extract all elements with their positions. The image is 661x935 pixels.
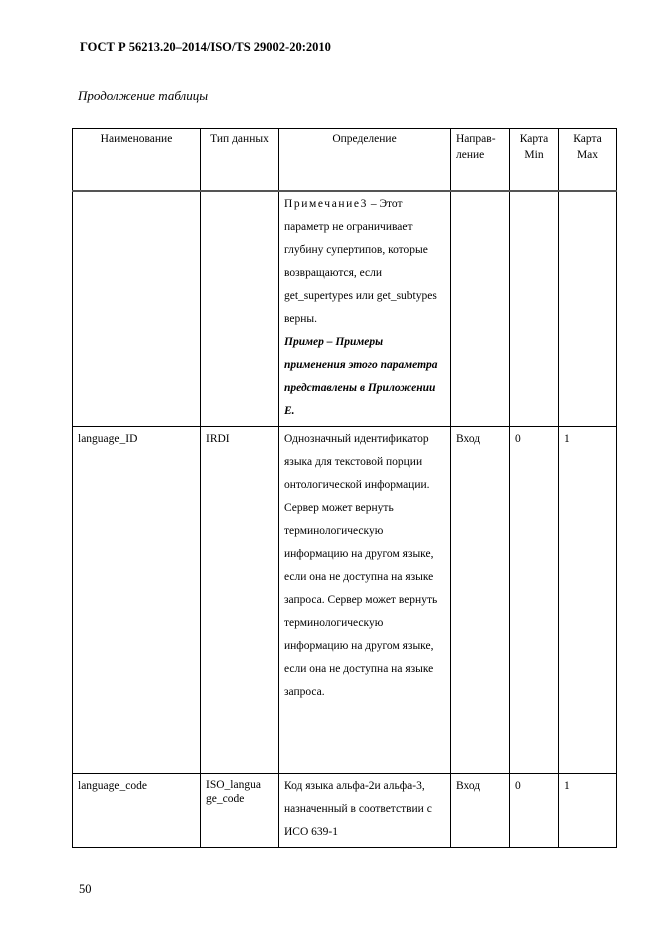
table-row [73,191,617,427]
cell-definition: Код языка альфа-2и альфа-3, назначенный в соответствии с ИСО 639-1 [279,774,451,848]
cell-type: ISO_langua ge_code [201,774,279,848]
cell-direction [451,191,510,427]
column-header-card-max: Карта Max [559,129,617,192]
cell-name [73,191,201,427]
cell-card-min [510,191,559,427]
parameter-table [72,128,617,848]
cell-name: language_code [73,774,201,848]
column-header-name: Наименование [73,129,201,192]
table-row [73,427,617,774]
cell-card-max: 1 [559,427,617,774]
cell-type [201,191,279,427]
column-header-direction: Направ-ление [451,129,510,192]
cell-type: IRDI [201,427,279,774]
cell-definition [279,191,451,427]
table-row [73,774,617,848]
cell-card-min: 0 [510,427,559,774]
example-text: Пример – Примеры применения этого параметра представлены в Приложении Е. [284,336,438,417]
cell-card-max: 1 [559,774,617,848]
note-text: – Этот параметр не ограничивает глубину супертипов, которые возвращаются, если get_supertypes или get_subtypes верны. [284,198,437,325]
table-header-row [73,129,617,192]
document-header: ГОСТ Р 56213.20–2014/ISO/TS 29002-20:2010 [80,40,331,54]
note-label: Примечание3 [284,198,368,210]
column-header-type: Тип данных [201,129,279,192]
cell-name: language_ID [73,427,201,774]
cell-card-min: 0 [510,774,559,848]
column-header-card-min: Карта Min [510,129,559,192]
cell-card-max [559,191,617,427]
column-header-definition: Определение [279,129,451,192]
cell-direction: Вход [451,774,510,848]
cell-direction: Вход [451,427,510,774]
cell-definition: Однозначный идентификатор языка для текстовой порции онтологической информации. Сервер может вернуть терминологическую информацию на другом языке, если она не доступна на языке запроса. Сервер может вернуть терминологическую информацию на другом языке, если она не доступна на языке запроса. [279,427,451,774]
page-number: 50 [79,882,92,896]
table-continuation-caption: Продолжение таблицы [78,88,209,103]
